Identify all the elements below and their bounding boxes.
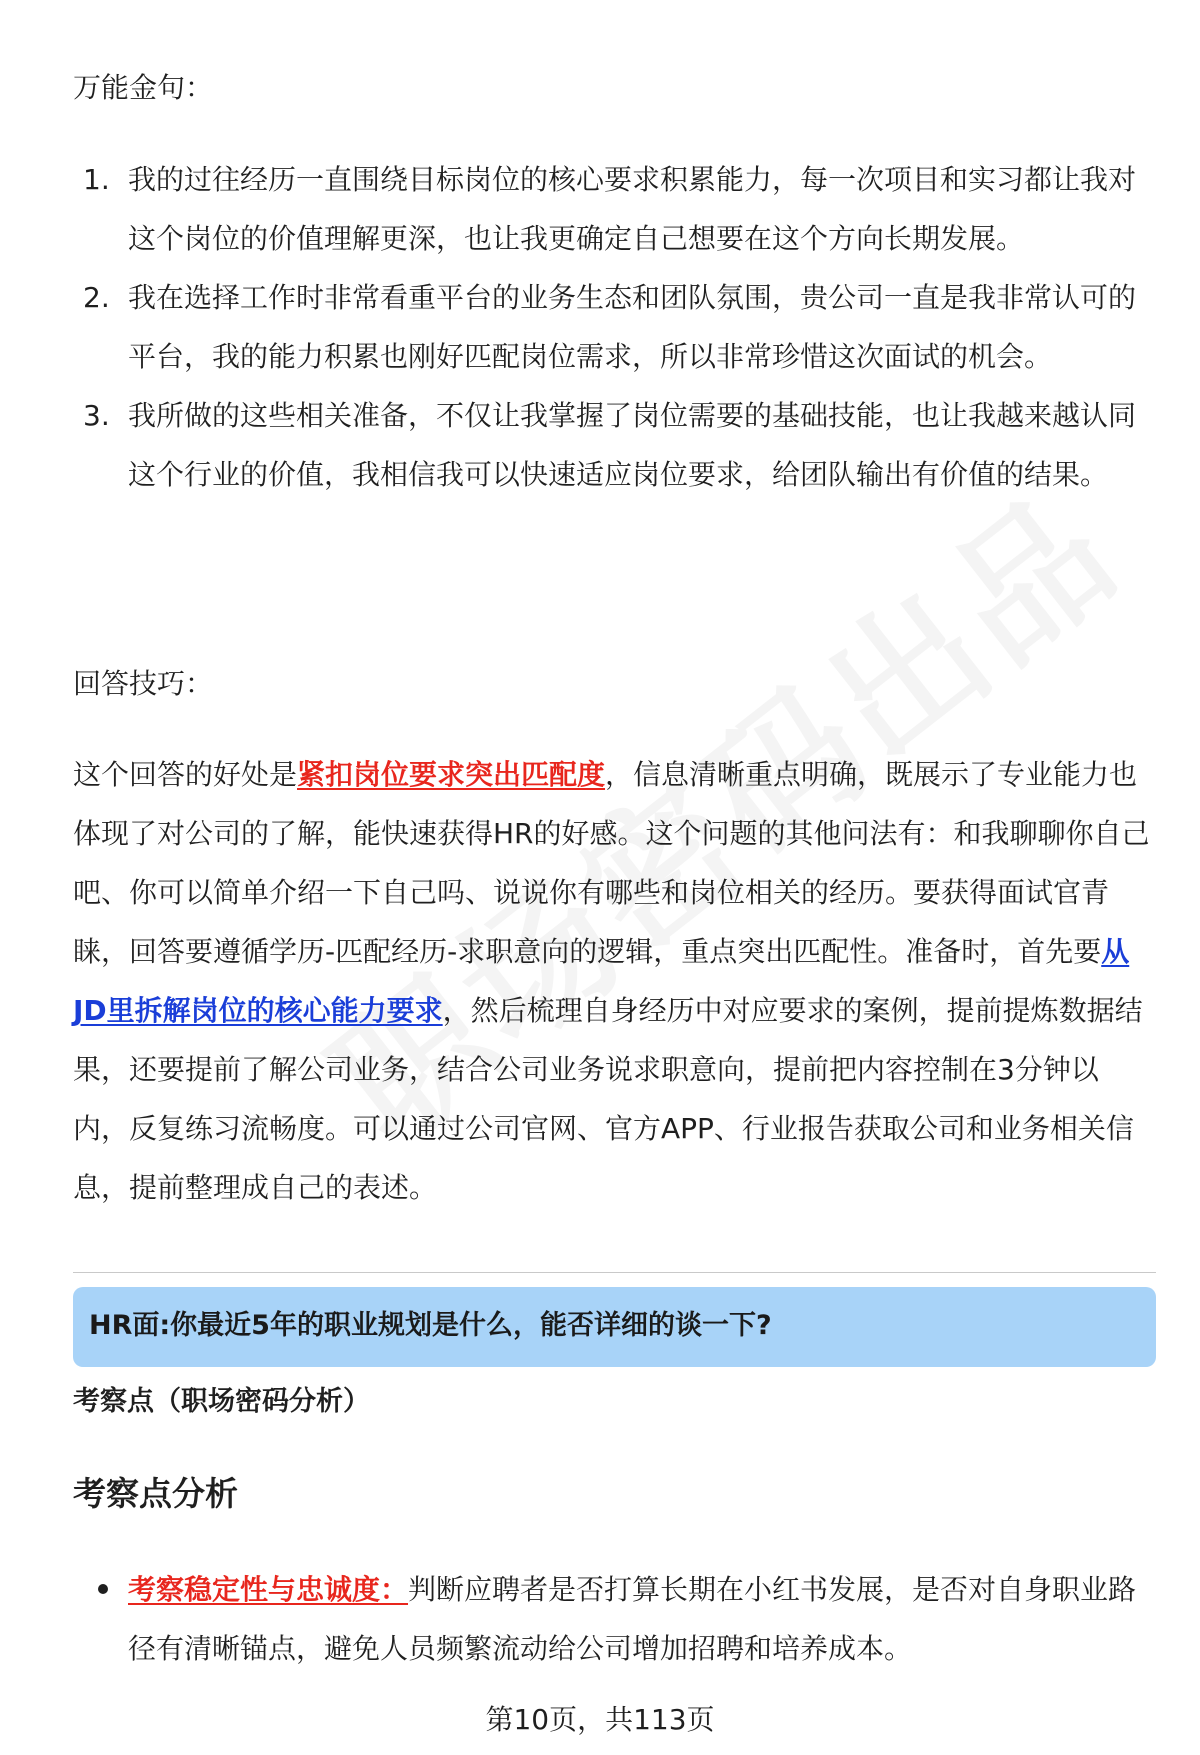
question-text: HR面:你最近5年的职业规划是什么，能否详细的谈一下?	[89, 1310, 772, 1341]
list-item-text: 我的过往经历一直围绕目标岗位的核心要求积累能力，每一次项目和实习都让我对这个岗位的价值理解更深，也让我更确定自己想要在这个方向长期发展。	[128, 163, 1137, 255]
golden-sentences-list	[73, 150, 1143, 504]
question-banner	[73, 1287, 1156, 1367]
point-label: 考察稳定性与忠诚度：	[128, 1573, 409, 1606]
tips-highlight-red: 紧扣岗位要求突出匹配度	[297, 758, 606, 791]
list-item	[73, 150, 1143, 268]
list-item	[73, 386, 1143, 504]
list-item	[73, 1560, 1153, 1678]
list-item	[73, 268, 1143, 386]
list-item-text: 我所做的这些相关准备，不仅让我掌握了岗位需要的基础技能，也让我越来越认同这个行业的价值，我相信我可以快速适应岗位要求，给团队输出有价值的结果。	[128, 399, 1137, 491]
golden-sentences-label: 万能金句：	[73, 71, 214, 104]
tips-highlight-blue: 从JD里拆解岗位的核心能力要求	[73, 935, 1130, 1027]
answer-tips-label: 回答技巧：	[73, 667, 214, 700]
point-text: 判断应聘者是否打算长期在小红书发展，是否对自身职业路径有清晰锚点，避免人员频繁流动给公司增加招聘和培养成本。	[128, 1573, 1137, 1665]
tips-text-1: 这个回答的好处是	[73, 758, 298, 791]
bullet-icon	[98, 1584, 108, 1594]
section-title: 考察点分析	[73, 1474, 238, 1513]
list-number: 3.	[83, 399, 110, 432]
answer-tips-paragraph	[73, 745, 1153, 1217]
list-item-text: 我在选择工作时非常看重平台的业务生态和团队氛围，贵公司一直是我非常认可的平台，我的能力积累也刚好匹配岗位需求，所以非常珍惜这次面试的机会。	[128, 281, 1137, 373]
list-number: 1.	[83, 163, 110, 196]
section-divider	[73, 1272, 1156, 1273]
page-footer: 第10页，共113页	[485, 1703, 715, 1736]
list-number: 2.	[83, 281, 110, 314]
tips-text-3: ，然后梳理自身经历中对应要求的案例，提前提炼数据结果，还要提前了解公司业务，结合公司业务说求职意向，提前把内容控制在3分钟以内，反复练习流畅度。可以通过公司官网、官方APP、行业报告获取公司和业务相关信息，提前整理成自己的表述。	[73, 994, 1143, 1204]
subheading: 考察点（职场密码分析）	[73, 1386, 370, 1417]
analysis-points-list	[73, 1560, 1153, 1678]
tips-text-2: ，信息清晰重点明确，既展示了专业能力也体现了对公司的了解，能快速获得HR的好感。这个问题的其他问法有：和我聊聊你自己吧、你可以简单介绍一下自己吗、说说你有哪些和岗位相关的经历。要获得面试官青睐，回答要遵循学历-匹配经历-求职意向的逻辑，重点突出匹配性。准备时，首先要	[73, 758, 1150, 968]
